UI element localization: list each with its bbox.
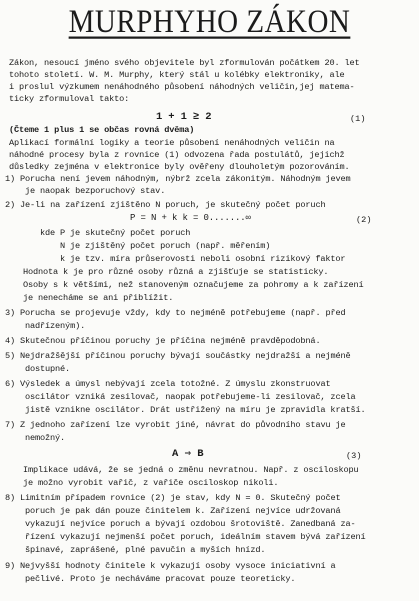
formula-3: A ⇒ B <box>172 448 204 460</box>
postulate-8-line-1: 8) Limitním případem rovnice (2) je stav, kdy N = 0. Skutečný počet <box>5 493 341 503</box>
implication-line-2: je možno vyrobit vařič, z vařiče osciloskop nikoli. <box>23 478 279 488</box>
definition-k: k je tzv. míra průserovosti neboli osobní rizikový faktor <box>60 254 346 264</box>
postulate-6-line-2: oscilátor vzniká zesilovač, naopak potřebujeme-li zesilovač, zcela <box>25 392 356 402</box>
formula-1-reading: (Čteme 1 plus 1 se občas rovná dvěma) <box>9 125 195 135</box>
postulate-5-line-2: dostupné. <box>25 364 71 374</box>
intro-line-4: ticky zformuloval takto: <box>9 94 130 104</box>
postulate-7-line-1: 7) Z jednoho zařízení lze vyrobit jiné, návrat do původního stavu je <box>5 420 346 430</box>
postulate-1-line-1: 1) Porucha není jevem náhodným, nýbrž zcela zákonitým. Náhodným jevem <box>5 174 351 184</box>
definition-p: kde P je skutečný počet poruch <box>40 228 191 238</box>
postulate-3-line-1: 3) Porucha se projevuje vždy, kdy to nejméně potřebujeme (např. před <box>5 308 346 318</box>
intro-line-1: Zákon, nesoucí jméno svého objevitele byl zformulován počátkem 20. let <box>9 58 360 68</box>
logic-line-2: náhodné procesy byla z rovnice (1) odvozena řada postulátů, jejichž <box>9 150 345 160</box>
formula-2: P = N + k k = 0.......∞ <box>130 213 251 223</box>
postulate-3-line-2: nadřízeným). <box>25 321 86 331</box>
formula-2-number: (2) <box>356 215 372 225</box>
postulate-9-line-2: pečlivé. Proto je necháváme pracovat pouze teoreticky. <box>25 574 296 584</box>
postulate-5-line-1: 5) Nejdražšější příčinou poruchy bývají součástky nejdražší a nejméně <box>5 351 351 361</box>
postulate-1-line-2: je naopak bezporuchový stav. <box>25 186 166 196</box>
postulate-6-line-1: 6) Výsledek a úmysl nebývají zcela totožné. Z úmyslu zkonstruovat <box>5 379 331 389</box>
postulate-8-line-4: řízení vykazují nejmenší počet poruch, ideálním stavem bývá zařízení <box>25 532 366 542</box>
formula-1-number: (1) <box>350 114 366 124</box>
definition-n: N je zjištěný počet poruch (např. měřením) <box>60 241 271 251</box>
intro-line-2: tohoto století. W. M. Murphy, který stál u kolébky elektroniky, ale <box>9 70 345 80</box>
intro-line-3: i proslul výzkumem nenáhodného působení náhodných veličin,jej matema- <box>9 82 355 92</box>
postulate-8-line-5: špinavé, zaprášené, plné pavučin a myších hnízd. <box>25 545 266 555</box>
postulate-2-line-7: Osoby s k většími, než stanoveným označujeme za pohromy a k zařízení <box>23 280 364 290</box>
postulate-8-line-2: poruch je pak dán pouze činitelem k. Zařízení nejvíce udržovaná <box>25 506 341 516</box>
formula-1: 1 + 1 ≥ 2 <box>156 111 212 123</box>
postulate-9-line-1: 9) Nejvyšší hodnoty činitele k vykazují osoby vysoce iniciativní a <box>5 561 336 571</box>
postulate-4: 4) Skutečnou příčinou poruchy je příčina nejméně pravděpodobná. <box>5 336 321 346</box>
document-title: MURPHYHO ZÁKON <box>68 4 351 40</box>
postulate-6-line-3: jistě vznikne oscilátor. Drát ustřižený na míru je zpravidla kratší. <box>25 405 366 415</box>
postulate-8-line-3: vykazují nejvíce poruch a bývají ozdobou šrotoviště. Zanedbaná za- <box>25 519 356 529</box>
logic-line-1: Aplikací formální logiky a teorie působení nenáhodných veličin na <box>9 138 335 148</box>
postulate-7-line-2: nemožný. <box>25 433 66 443</box>
formula-3-number: (3) <box>346 451 362 461</box>
postulate-2-line-1: 2) Je-li na zařízení zjištěno N poruch, je skutečný počet poruch <box>5 200 326 210</box>
postulate-2-line-6: Hodnota k je pro různé osoby různá a zjišťuje se statisticky. <box>23 267 329 277</box>
postulate-2-line-8: je nenecháme se ani přiblížit. <box>23 293 174 303</box>
logic-line-3: důsledky zejména v elektronice byly ověřeny dlouholetým pozorováním. <box>9 162 350 172</box>
implication-line-1: Implikace udává, že se jedná o změnu nevratnou. Např. z osciloskopu <box>23 465 359 475</box>
